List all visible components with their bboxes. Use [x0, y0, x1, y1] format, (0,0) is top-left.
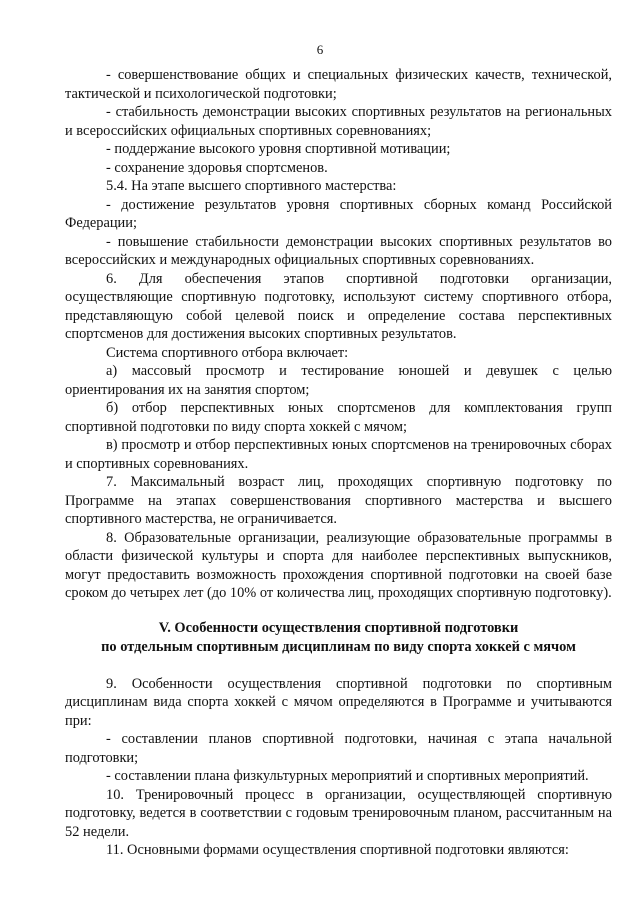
- section-heading: [65, 619, 612, 657]
- paragraph: - стабильность демонстрации высоких спортивных результатов на региональных и всероссийских официальных спортивных соревнованиях;: [65, 104, 612, 139]
- paragraph: - достижение результатов уровня спортивных сборных команд Российской Федерации;: [65, 196, 612, 231]
- paragraph: 11. Основными формами осуществления спортивной подготовки являются:: [106, 842, 569, 858]
- paragraph: - поддержание высокого уровня спортивной мотивации;: [106, 141, 451, 157]
- paragraph: 5.4. На этапе высшего спортивного мастерства:: [106, 178, 397, 194]
- paragraph: 6. Для обеспечения этапов спортивной подготовки организации, осуществляющие спортивную подготовку, используют систему спортивного отбора, представляющую собой целевой поиск и определение состава перспективных спортсменов для достижения высоких спортивных результатов.: [65, 270, 612, 342]
- paragraph: 9. Особенности осуществления спортивной подготовки по спортивным дисциплинам вида спорта хоккей с мячом определяются в Программе и учитываются при:: [65, 675, 612, 729]
- paragraph: Система спортивного отбора включает:: [106, 344, 349, 361]
- section-heading-line: V. Особенности осуществления спортивной подготовки: [158, 619, 519, 636]
- paragraph: - совершенствование общих и специальных физических качеств, технической, тактической и психологической подготовки;: [65, 67, 612, 102]
- paragraph: - составлении плана физкультурных мероприятий и спортивных мероприятий.: [106, 768, 589, 784]
- paragraph: б) отбор перспективных юных спортсменов для комплектования групп спортивной подготовки по виду спорта хоккей с мячом;: [65, 400, 612, 435]
- paragraph: 8. Образовательные организации, реализующие образовательные программы в области физической культуры и спорта для наиболее перспективных выпускников, могут предоставить возможность прохождения спортивной подготовки на своей базе сроком до четырех лет (до 10% от количества лиц, проходящих спортивную подготовку).: [65, 529, 612, 601]
- paragraph: в) просмотр и отбор перспективных юных спортсменов на тренировочных сборах и спортивных соревнованиях.: [65, 437, 612, 472]
- paragraph: а) массовый просмотр и тестирование юношей и девушек с целью ориентирования их на занятия спортом;: [65, 363, 612, 398]
- paragraph: - составлении планов спортивной подготовки, начиная с этапа начальной подготовки;: [65, 731, 612, 766]
- paragraph: 10. Тренировочный процесс в организации, осуществляющей спортивную подготовку, ведется в соответствии с годовым тренировочным планом, рассчитанным на 52 недели.: [65, 786, 612, 840]
- page-number: 6: [316, 42, 324, 57]
- document-body: [65, 66, 612, 860]
- paragraph: 7. Максимальный возраст лиц, проходящих спортивную подготовку по Программе на этапах совершенствования спортивного мастерства и высшего спортивного мастерства, не ограничивается.: [65, 474, 612, 527]
- paragraph: - повышение стабильности демонстрации высоких спортивных результатов во всероссийских и международных официальных спортивных соревнованиях.: [65, 233, 612, 268]
- section-heading-line: по отдельным спортивным дисциплинам по виду спорта хоккей с мячом: [101, 638, 576, 655]
- paragraph: - сохранение здоровья спортсменов.: [106, 159, 328, 176]
